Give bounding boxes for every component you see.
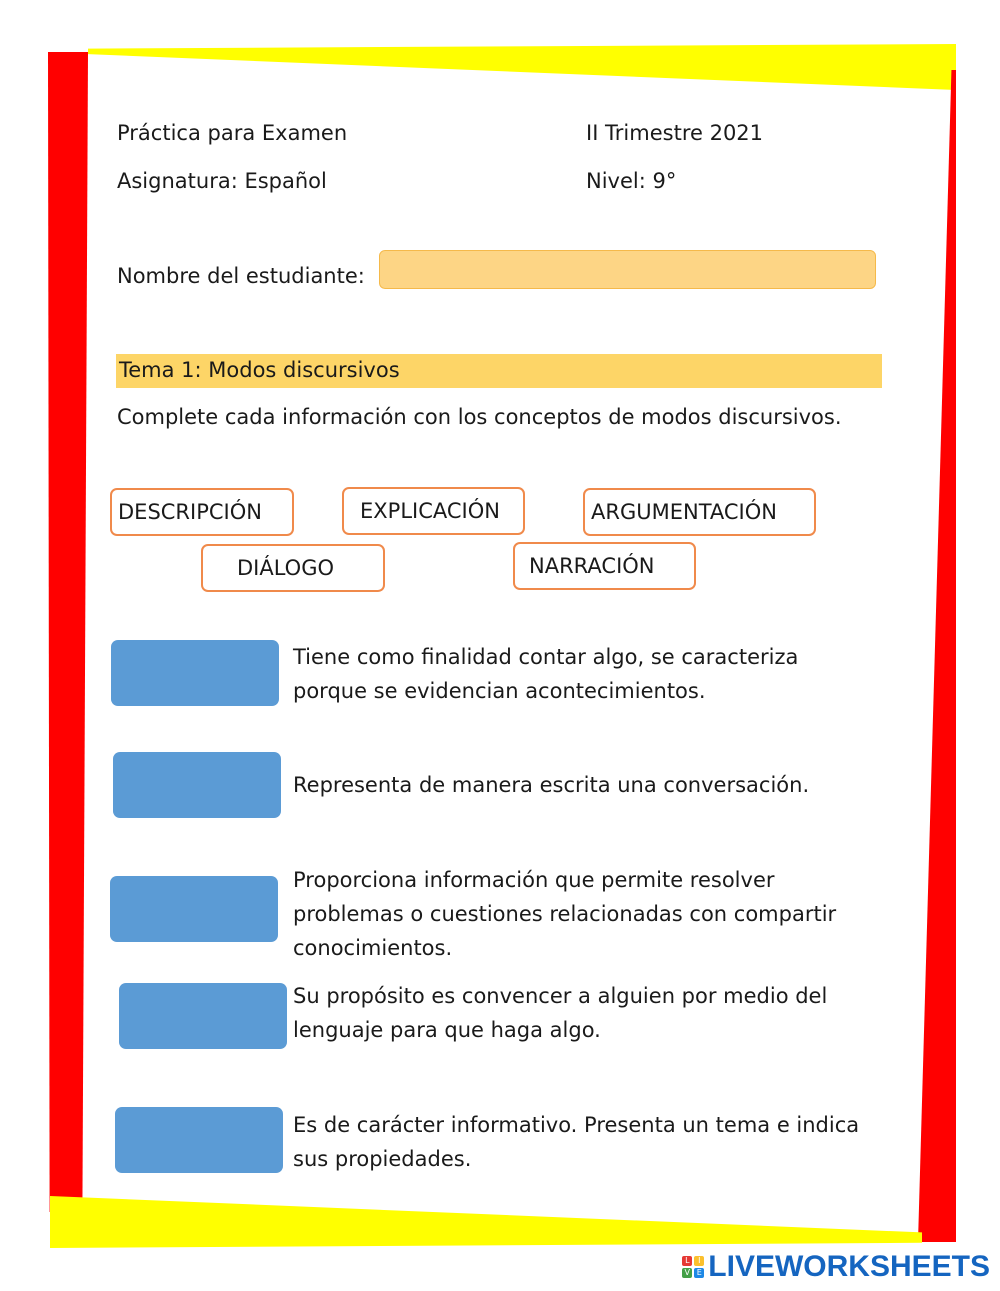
liveworksheets-logo-text: LIVEWORKSHEETS — [708, 1250, 990, 1283]
question-3-text — [293, 863, 836, 965]
question-5-line-1: Es de carácter informativo. Presenta un tema e indica — [293, 1113, 860, 1137]
right-red-border — [918, 70, 956, 1242]
practice-title: Práctica para Examen — [117, 121, 348, 145]
answer-box-4[interactable] — [119, 983, 287, 1049]
question-3-line-2: problemas o cuestiones relacionadas con compartir — [293, 902, 837, 926]
answer-box-5[interactable] — [115, 1107, 283, 1173]
question-3-line-3: conocimientos. — [293, 936, 453, 960]
word-chip-explicacion[interactable]: EXPLICACIÓN — [342, 487, 525, 535]
top-yellow-border — [88, 44, 956, 90]
instructions-text: Complete cada información con los conceptos de modos discursivos. — [117, 405, 842, 429]
question-1-text — [293, 640, 798, 708]
question-4-text — [293, 979, 827, 1047]
subject-label: Asignatura: Español — [117, 169, 327, 193]
left-red-border — [48, 52, 88, 1212]
question-1-line-1: Tiene como finalidad contar algo, se caracteriza — [293, 645, 799, 669]
question-1-line-2: porque se evidencian acontecimientos. — [293, 679, 706, 703]
question-4-line-1: Su propósito es convencer a alguien por medio del — [293, 984, 828, 1008]
liveworksheets-logo-icon: L I V E — [682, 1256, 704, 1278]
student-name-label: Nombre del estudiante: — [117, 264, 365, 288]
word-chip-descripcion[interactable]: DESCRIPCIÓN — [110, 488, 294, 536]
answer-box-2[interactable] — [113, 752, 281, 818]
liveworksheets-logo — [682, 1250, 990, 1284]
answer-box-3[interactable] — [110, 876, 278, 942]
question-4-line-2: lenguaje para que haga algo. — [293, 1018, 601, 1042]
word-chip-dialogo[interactable]: DIÁLOGO — [201, 544, 385, 592]
question-2-line-1: Representa de manera escrita una conversación. — [293, 773, 810, 797]
question-5-text — [293, 1108, 859, 1176]
word-chip-narracion[interactable]: NARRACIÓN — [513, 542, 696, 590]
trimester-label: II Trimestre 2021 — [586, 121, 764, 145]
question-5-line-2: sus propiedades. — [293, 1147, 472, 1171]
topic-title: Tema 1: Modos discursivos — [119, 358, 400, 383]
word-chip-argumentacion[interactable]: ARGUMENTACIÓN — [583, 488, 816, 536]
level-label: Nivel: 9° — [586, 169, 677, 193]
topic-title-bar — [116, 354, 882, 388]
bottom-yellow-border — [50, 1196, 922, 1248]
question-3-line-1: Proporciona información que permite resolver — [293, 868, 775, 892]
answer-box-1[interactable] — [111, 640, 279, 706]
question-2-text — [293, 768, 809, 802]
student-name-input[interactable] — [379, 250, 876, 289]
